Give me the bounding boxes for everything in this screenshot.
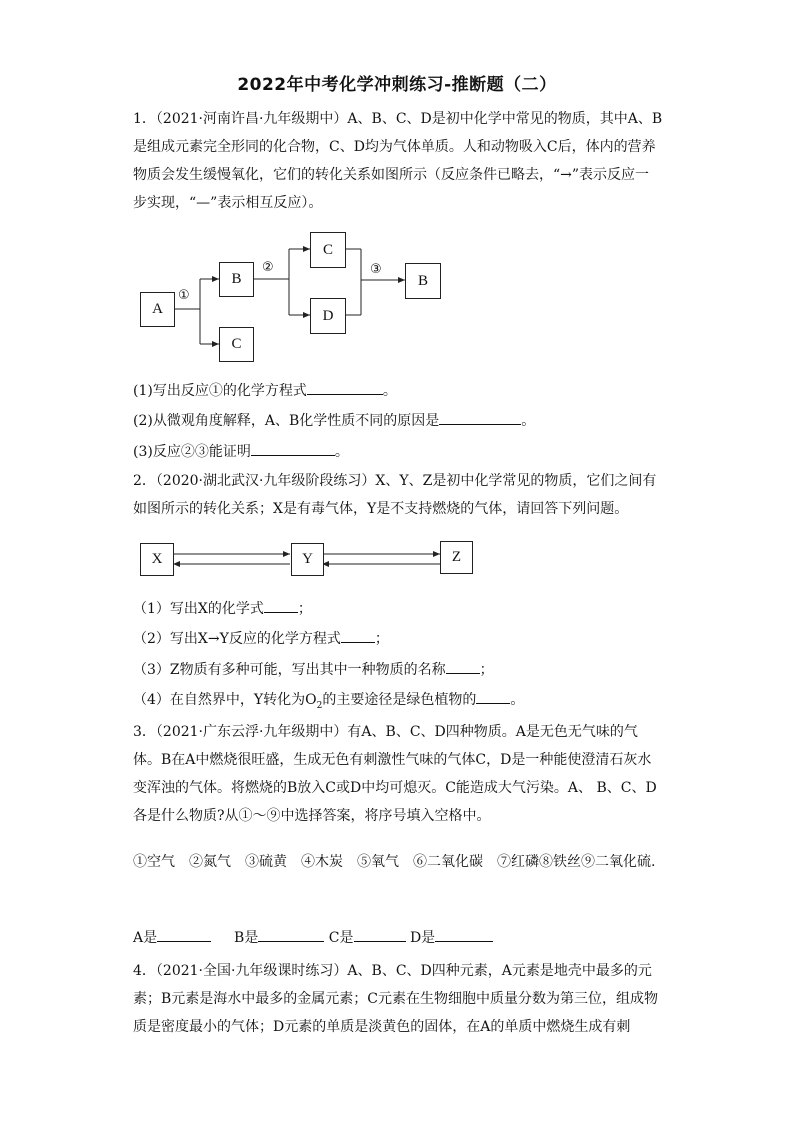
answer-blank[interactable] bbox=[439, 410, 521, 425]
question-2-sub-1-end: ； bbox=[297, 601, 312, 617]
question-2-sub-2-text: （2）写出X→Y反应的化学方程式 bbox=[133, 631, 341, 647]
question-2-sub-4 bbox=[133, 689, 524, 716]
node-b-result: B bbox=[405, 263, 441, 299]
reaction-1-label: ① bbox=[178, 288, 190, 303]
page-title: 2022年中考化学冲刺练习-推断题（二） bbox=[237, 75, 557, 95]
node-x: X bbox=[140, 543, 174, 576]
question-1-sub-2-end: 。 bbox=[521, 413, 536, 429]
answer-a-label: A是 bbox=[133, 930, 158, 946]
question-2-sub-3-text: （3）Z物质有多种可能，写出其中一种物质的名称 bbox=[133, 662, 446, 678]
question-2-sub-1-text: （1）写出X的化学式 bbox=[133, 601, 264, 617]
question-3-answers bbox=[133, 927, 493, 948]
question-1-sub-2 bbox=[133, 410, 535, 431]
answer-blank-a[interactable] bbox=[157, 927, 211, 942]
question-2-sub-1 bbox=[133, 598, 312, 619]
question-1-sub-1-end: 。 bbox=[382, 383, 397, 399]
answer-d-label: D是 bbox=[409, 930, 436, 946]
question-4-stem: 4．（2021·全国·九年级课时练习）A、B、C、D四种元素，A元素是地壳中最多的元素；B元素是海水中最多的金属元素；C元素在生物细胞中质量分数为第三位，组成物质是密度最小的气体；D元素的单质是淡黄色的固体，在A的单质中燃烧生成有刺 bbox=[133, 963, 658, 1035]
reaction-3-label: ③ bbox=[370, 262, 382, 277]
question-2-sub-4-end: 。 bbox=[510, 692, 525, 708]
question-2-stem: 2．（2020·湖北武汉·九年级阶段练习）X、Y、Z是初中化学常见的物质，它们之间有如图所示的转化关系；X是有毒气体，Y是不支持燃烧的气体，请回答下列问题。 bbox=[133, 473, 657, 517]
question-2-sub-4-text-b: 的主要途径是绿色植物的 bbox=[322, 692, 477, 708]
question-1-sub-3-end: 。 bbox=[334, 444, 349, 460]
node-d: D bbox=[310, 298, 346, 334]
node-z: Z bbox=[440, 541, 473, 574]
question-1-stem: 1．（2021·河南许昌·九年级期中）A、B、C、D是初中化学中常见的物质，其中A、B是组成元素完全形同的化合物，C、D均为气体单质。人和动物吸入C后，体内的营养物质会发生缓慢氧化，它们的转化关系如图所示（反应条件已略去，“→”表示反应一步实现，“—”表示相互反应）。 bbox=[133, 111, 663, 211]
answer-blank-b[interactable] bbox=[258, 927, 324, 942]
question-1-sub-1-text: (1)写出反应①的化学方程式 bbox=[133, 383, 307, 399]
question-2-sub-2-end: ； bbox=[374, 631, 389, 647]
reaction-2-label: ② bbox=[262, 260, 274, 275]
question-2-sub-3 bbox=[133, 659, 494, 680]
answer-c-label: C是 bbox=[328, 930, 354, 946]
answer-blank[interactable] bbox=[251, 441, 335, 456]
answer-blank[interactable] bbox=[264, 598, 298, 613]
answer-blank[interactable] bbox=[341, 628, 375, 643]
node-c-top: C bbox=[310, 232, 346, 268]
subscript-2: 2 bbox=[316, 700, 323, 711]
question-1-sub-2-text: (2)从微观角度解释，A、B化学性质不同的原因是 bbox=[133, 413, 440, 429]
question-1-sub-1 bbox=[133, 380, 397, 401]
question-3-options: ①空气 ②氮气 ③硫黄 ④木炭 ⑤氧气 ⑥二氧化碳 ⑦红磷⑧铁丝⑨二氧化硫. bbox=[133, 854, 656, 870]
question-2-sub-2 bbox=[133, 628, 389, 649]
answer-blank[interactable] bbox=[307, 380, 383, 395]
question-1-sub-3 bbox=[133, 441, 349, 462]
node-c: C bbox=[219, 327, 254, 362]
question-1-sub-3-text: (3)反应②③能证明 bbox=[133, 444, 251, 460]
question-2-sub-4-text: （4）在自然界中，Y转化为O bbox=[133, 692, 317, 708]
answer-b-label: B是 bbox=[234, 930, 259, 946]
node-y: Y bbox=[291, 543, 324, 576]
node-a: A bbox=[140, 292, 175, 327]
answer-blank-d[interactable] bbox=[435, 927, 493, 942]
answer-blank-c[interactable] bbox=[354, 927, 406, 942]
answer-blank[interactable] bbox=[476, 689, 510, 704]
question-2-sub-3-end: ； bbox=[479, 662, 494, 678]
question-3-stem: 3．（2021·广东云浮·九年级期中）有A、B、C、D四种物质。A是无色无气味的气体。B在A中燃烧很旺盛，生成无色有刺激性气味的气体C，D是一种能使澄清石灰水变浑浊的气体。将燃烧的B放入C或D中均可熄灭。C能造成大气污染。A、 B、C、D各是什么物质?从①～⑨中选择答案，将序号填入空格中。 bbox=[133, 724, 657, 824]
answer-blank[interactable] bbox=[446, 659, 480, 674]
node-b: B bbox=[219, 262, 254, 297]
